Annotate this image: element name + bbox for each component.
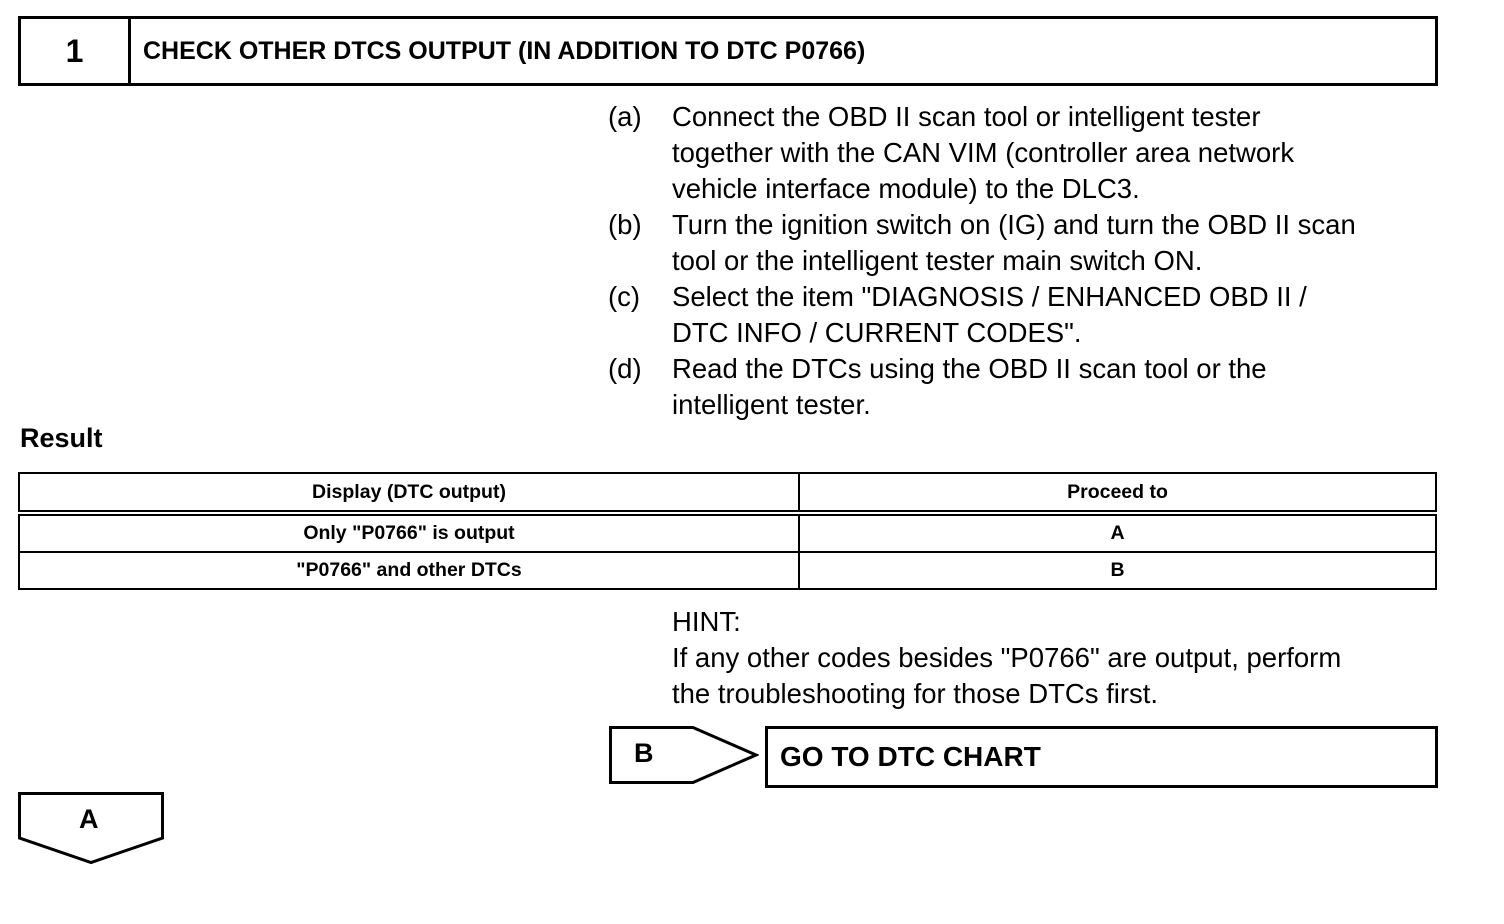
table-row: [19, 513, 1436, 552]
result-heading: Result: [20, 423, 103, 453]
hint-block: [672, 604, 1452, 712]
procedure-item: [608, 351, 1438, 423]
procedure-item: [608, 99, 1438, 207]
table-cell: "P0766" and other DTCs: [19, 552, 799, 589]
hint-label: HINT:: [672, 606, 741, 637]
step-number: 1: [21, 19, 131, 83]
procedure-line: together with the CAN VIM (controller area network: [672, 137, 1295, 168]
procedure-line: intelligent tester.: [672, 389, 871, 420]
procedure-item: [608, 207, 1438, 279]
procedure-line: Read the DTCs using the OBD II scan tool or the: [672, 353, 1267, 384]
hint-line: If any other codes besides "P0766" are output, perform: [672, 642, 1342, 673]
step-title: CHECK OTHER DTCS OUTPUT (IN ADDITION TO DTC P0766): [143, 36, 866, 65]
branch-a-label: A: [79, 804, 99, 834]
step-header: [18, 16, 1438, 86]
procedure-item-label: (c): [608, 281, 641, 312]
procedure-line: vehicle interface module) to the DLC3.: [672, 173, 1140, 204]
procedure-list: [608, 99, 1438, 423]
branch-b-label: B: [634, 738, 654, 768]
table-cell: B: [799, 552, 1436, 589]
table-cell: A: [799, 513, 1436, 552]
table-row: [19, 552, 1436, 589]
hint-line: the troubleshooting for those DTCs first.: [672, 678, 1159, 709]
column-header: Display (DTC output): [19, 473, 799, 513]
procedure-line: Select the item "DIAGNOSIS / ENHANCED OBD II /: [672, 281, 1307, 312]
procedure-item-label: (d): [608, 353, 642, 384]
column-header: Proceed to: [799, 473, 1436, 513]
table-cell: Only "P0766" is output: [19, 513, 799, 552]
procedure-item: [608, 279, 1438, 351]
procedure-line: Turn the ignition switch on (IG) and turn the OBD II scan: [672, 209, 1356, 240]
branch-b-arrow-icon: [609, 726, 759, 784]
procedure-line: Connect the OBD II scan tool or intelligent tester: [672, 101, 1261, 132]
procedure-line: tool or the intelligent tester main switch ON.: [672, 245, 1203, 276]
table-header-row: [19, 473, 1436, 513]
procedure-line: DTC INFO / CURRENT CODES".: [672, 317, 1082, 348]
procedure-item-label: (b): [608, 209, 642, 240]
result-table: [18, 472, 1437, 590]
goto-dtc-chart-box: GO TO DTC CHART: [765, 726, 1438, 788]
procedure-item-label: (a): [608, 101, 642, 132]
